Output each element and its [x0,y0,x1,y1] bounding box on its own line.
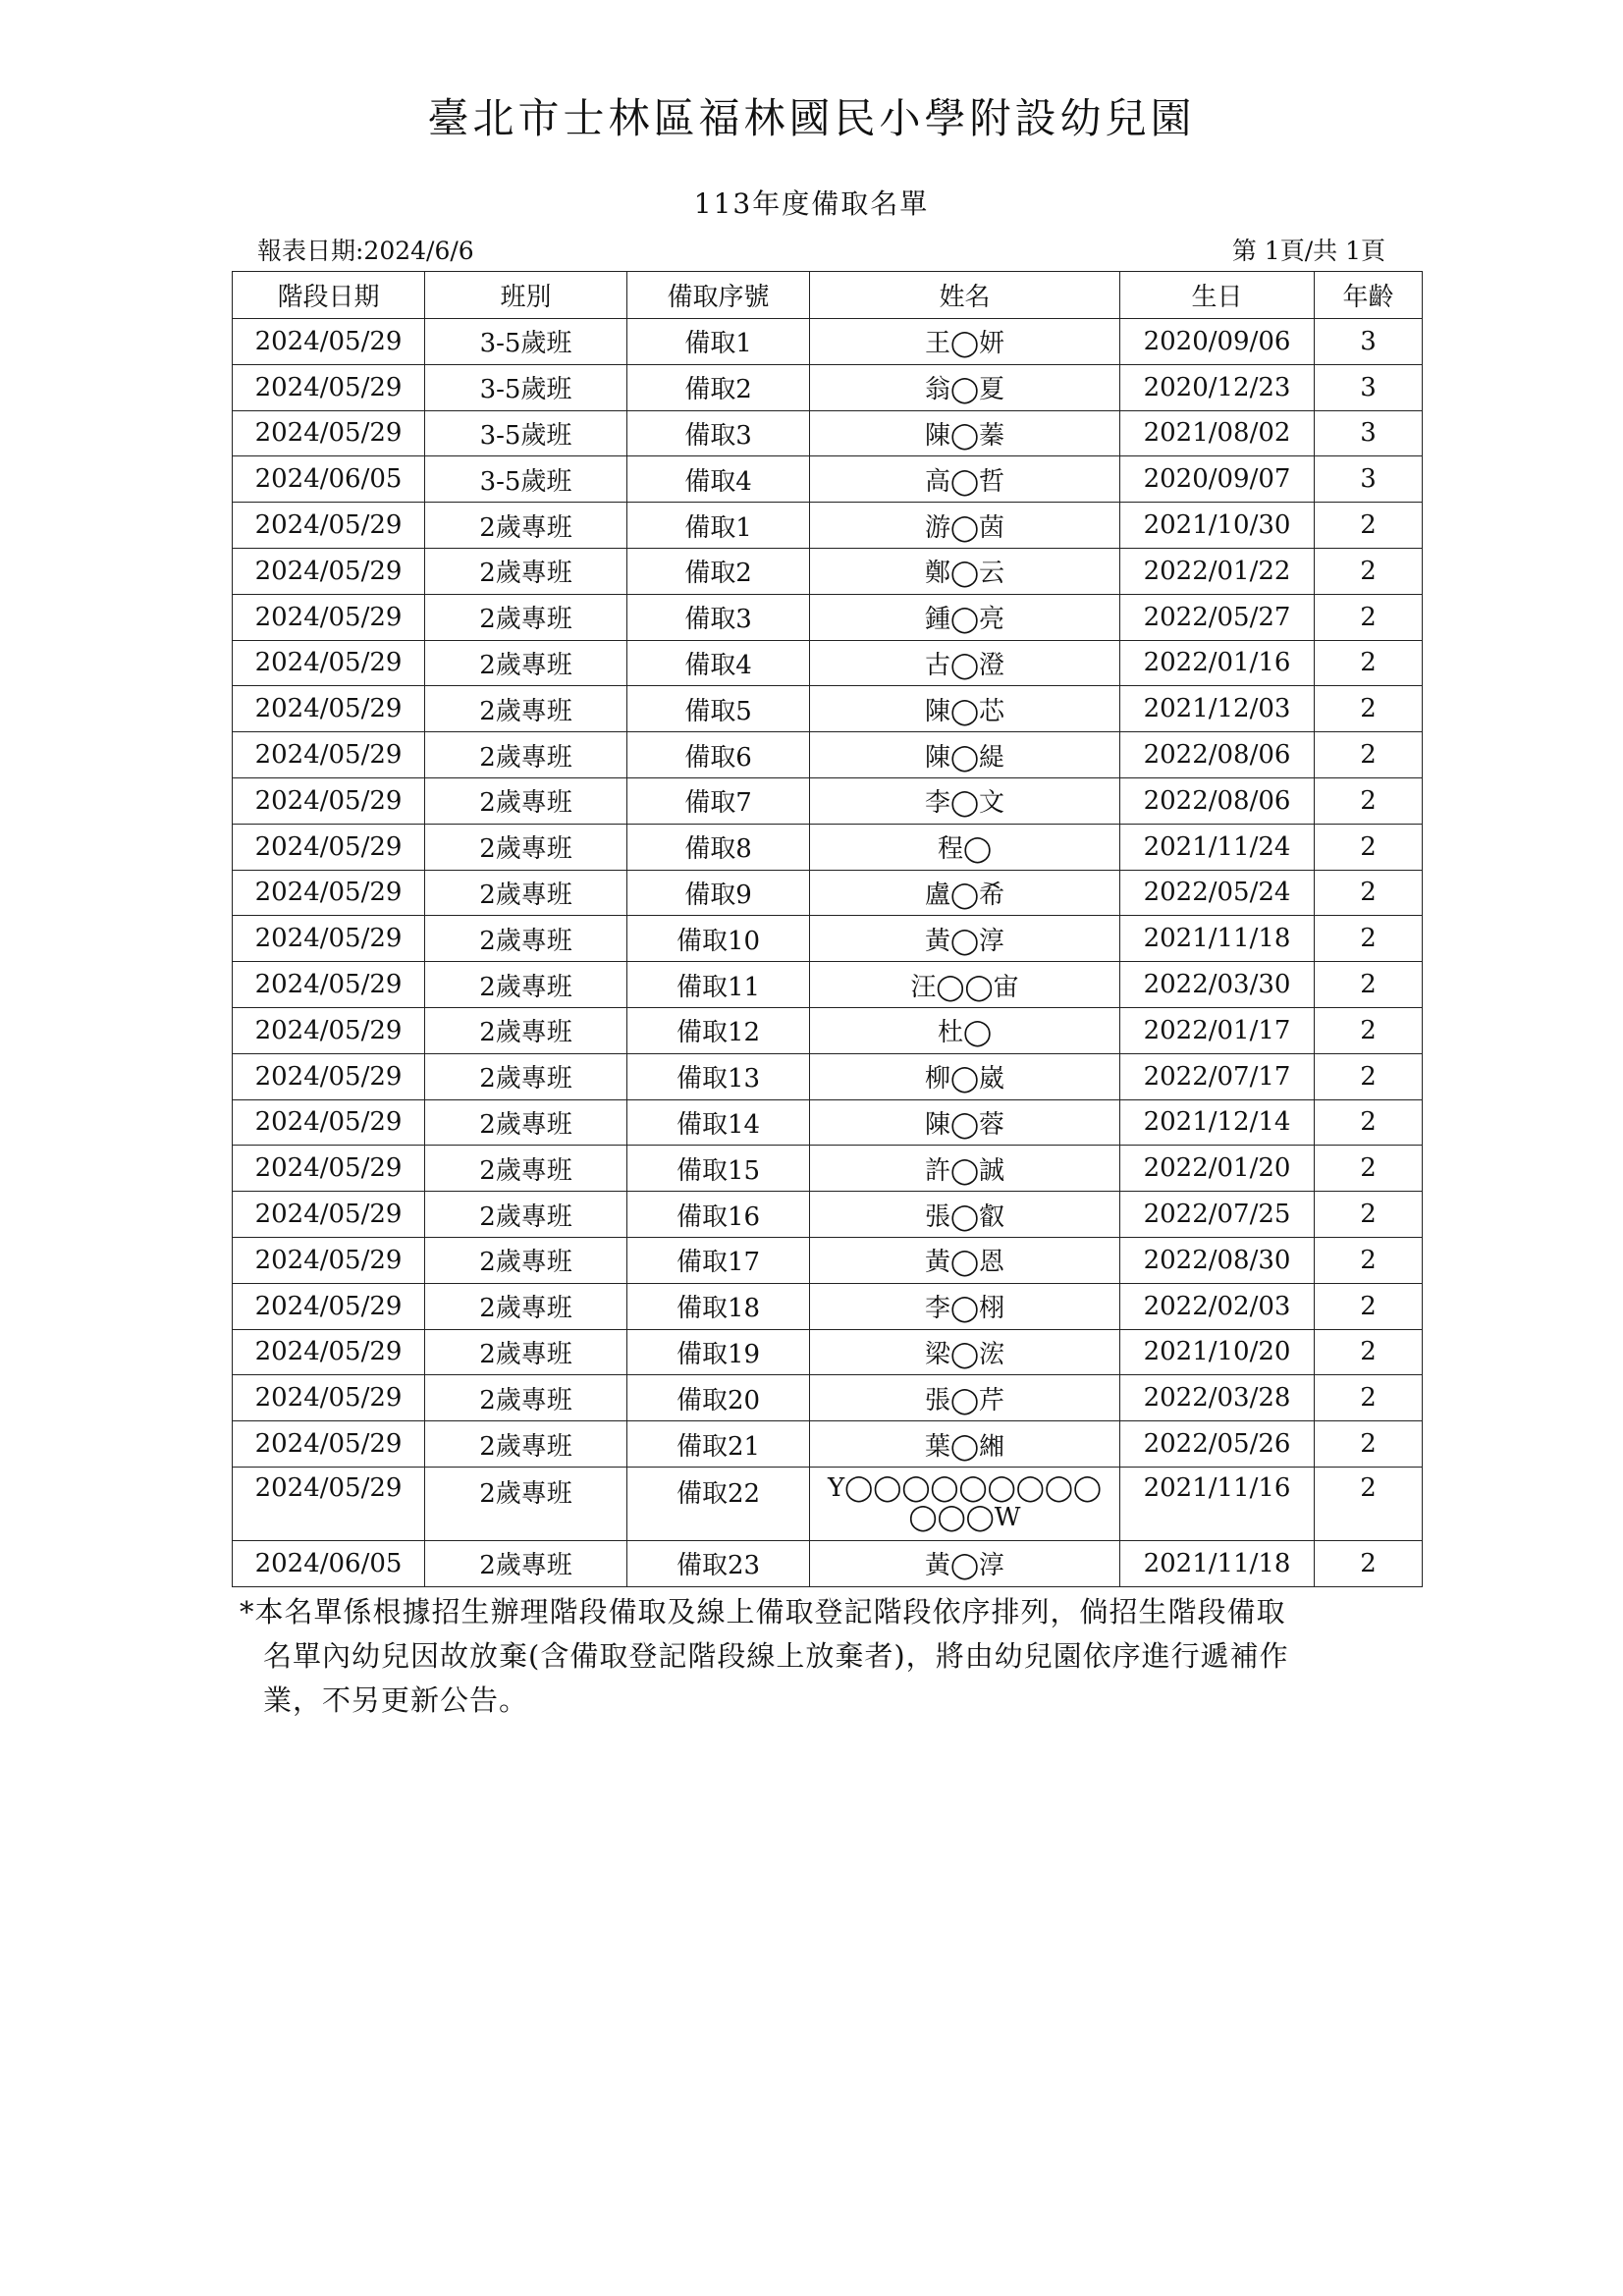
footnote [240,1590,1428,1723]
cell-name: 王◯妍 [810,319,1120,365]
cell-class: 2歲專班 [425,916,627,962]
table-row [233,1237,1423,1283]
table-row [233,640,1423,686]
table-row [233,1007,1423,1053]
cell-class: 2歲專班 [425,1540,627,1586]
cell-name: 翁◯夏 [810,364,1120,410]
table-row [233,732,1423,778]
cell-class: 2歲專班 [425,824,627,870]
cell-stage-date: 2024/05/29 [233,870,425,916]
cell-stage-date: 2024/05/29 [233,1192,425,1238]
cell-birthday: 2022/01/22 [1120,548,1315,594]
cell-stage-date: 2024/05/29 [233,364,425,410]
cell-class: 3-5歲班 [425,410,627,456]
cell-name: 葉◯緗 [810,1421,1120,1468]
cell-waitlist-no: 備取15 [627,1146,810,1192]
cell-waitlist-no: 備取4 [627,640,810,686]
cell-stage-date: 2024/06/05 [233,1540,425,1586]
cell-class: 2歲專班 [425,1099,627,1146]
cell-stage-date: 2024/05/29 [233,777,425,824]
cell-class: 3-5歲班 [425,456,627,503]
cell-birthday: 2022/03/30 [1120,962,1315,1008]
header-birthday: 生日 [1120,272,1315,319]
cell-stage-date: 2024/05/29 [233,1421,425,1468]
cell-stage-date: 2024/05/29 [233,686,425,732]
cell-stage-date: 2024/05/29 [233,548,425,594]
cell-birthday: 2022/03/28 [1120,1375,1315,1421]
table-row [233,1467,1423,1540]
cell-age: 2 [1315,1329,1423,1375]
cell-age: 2 [1315,870,1423,916]
cell-stage-date: 2024/05/29 [233,1146,425,1192]
table-row [233,594,1423,640]
footnote-line: *本名單係根據招生辦理階段備取及線上備取登記階段依序排列，倘招生階段備取 [240,1595,1286,1629]
header-waitlist-no: 備取序號 [627,272,810,319]
cell-age: 2 [1315,1053,1423,1099]
cell-name: 古◯澄 [810,640,1120,686]
cell-class: 2歲專班 [425,870,627,916]
cell-class: 3-5歲班 [425,364,627,410]
cell-waitlist-no: 備取16 [627,1192,810,1238]
cell-birthday: 2022/05/26 [1120,1421,1315,1468]
header-class: 班別 [425,272,627,319]
cell-age: 2 [1315,1146,1423,1192]
cell-class: 2歲專班 [425,1007,627,1053]
cell-waitlist-no: 備取2 [627,548,810,594]
cell-age: 2 [1315,1099,1423,1146]
cell-waitlist-no: 備取3 [627,410,810,456]
cell-waitlist-no: 備取4 [627,456,810,503]
cell-age: 2 [1315,732,1423,778]
cell-waitlist-no: 備取2 [627,364,810,410]
page-title: 臺北市士林區福林國民小學附設幼兒園 [427,94,1196,142]
cell-birthday: 2022/01/17 [1120,1007,1315,1053]
table-row [233,1053,1423,1099]
table-row [233,1146,1423,1192]
cell-age: 2 [1315,686,1423,732]
cell-waitlist-no: 備取20 [627,1375,810,1421]
cell-birthday: 2021/11/24 [1120,824,1315,870]
cell-stage-date: 2024/05/29 [233,1283,425,1329]
cell-name: 張◯叡 [810,1192,1120,1238]
cell-age: 2 [1315,1540,1423,1586]
cell-age: 2 [1315,1283,1423,1329]
footnote-line: 業，不另更新公告。 [263,1683,529,1717]
cell-name: 陳◯蓉 [810,1099,1120,1146]
table-row [233,1283,1423,1329]
cell-class: 2歲專班 [425,1329,627,1375]
cell-waitlist-no: 備取22 [627,1467,810,1540]
cell-class: 2歲專班 [425,594,627,640]
cell-age: 2 [1315,640,1423,686]
cell-name: 游◯茵 [810,503,1120,549]
cell-birthday: 2022/01/20 [1120,1146,1315,1192]
cell-waitlist-no: 備取23 [627,1540,810,1586]
cell-age: 2 [1315,503,1423,549]
table-body [233,319,1423,1587]
cell-class: 2歲專班 [425,1375,627,1421]
cell-stage-date: 2024/05/29 [233,594,425,640]
waitlist-table [232,271,1423,1587]
table-row [233,1421,1423,1468]
cell-name: 柳◯崴 [810,1053,1120,1099]
cell-waitlist-no: 備取6 [627,732,810,778]
cell-birthday: 2022/05/24 [1120,870,1315,916]
cell-waitlist-no: 備取7 [627,777,810,824]
cell-age: 2 [1315,962,1423,1008]
cell-waitlist-no: 備取1 [627,503,810,549]
cell-birthday: 2021/11/18 [1120,916,1315,962]
cell-stage-date: 2024/05/29 [233,1007,425,1053]
table-row [233,1099,1423,1146]
cell-birthday: 2022/05/27 [1120,594,1315,640]
cell-waitlist-no: 備取17 [627,1237,810,1283]
cell-stage-date: 2024/05/29 [233,640,425,686]
cell-name: 陳◯芯 [810,686,1120,732]
cell-age: 2 [1315,777,1423,824]
cell-name: 盧◯希 [810,870,1120,916]
cell-stage-date: 2024/05/29 [233,1053,425,1099]
cell-name: 黃◯淳 [810,916,1120,962]
cell-birthday: 2022/02/03 [1120,1283,1315,1329]
cell-class: 2歲專班 [425,1192,627,1238]
cell-name: Y◯◯◯◯◯◯◯◯◯◯◯◯W [810,1467,1120,1540]
cell-stage-date: 2024/05/29 [233,824,425,870]
cell-age: 3 [1315,319,1423,365]
cell-name: 許◯誠 [810,1146,1120,1192]
cell-birthday: 2022/07/25 [1120,1192,1315,1238]
cell-birthday: 2021/12/14 [1120,1099,1315,1146]
cell-waitlist-no: 備取3 [627,594,810,640]
cell-birthday: 2021/08/02 [1120,410,1315,456]
cell-name: 杜◯ [810,1007,1120,1053]
cell-age: 2 [1315,594,1423,640]
cell-name: 陳◯緹 [810,732,1120,778]
cell-stage-date: 2024/05/29 [233,503,425,549]
cell-class: 3-5歲班 [425,319,627,365]
cell-waitlist-no: 備取14 [627,1099,810,1146]
cell-birthday: 2022/08/06 [1120,777,1315,824]
cell-birthday: 2021/12/03 [1120,686,1315,732]
cell-class: 2歲專班 [425,548,627,594]
cell-waitlist-no: 備取10 [627,916,810,962]
cell-class: 2歲專班 [425,640,627,686]
cell-name: 鍾◯亮 [810,594,1120,640]
cell-birthday: 2021/11/16 [1120,1467,1315,1540]
cell-stage-date: 2024/05/29 [233,319,425,365]
table-header-row [233,272,1423,319]
table-row [233,1192,1423,1238]
cell-age: 3 [1315,410,1423,456]
table-row [233,1375,1423,1421]
cell-birthday: 2020/09/06 [1120,319,1315,365]
cell-age: 2 [1315,548,1423,594]
cell-age: 3 [1315,456,1423,503]
cell-stage-date: 2024/05/29 [233,1099,425,1146]
cell-stage-date: 2024/05/29 [233,916,425,962]
table-row [233,1329,1423,1375]
cell-birthday: 2020/09/07 [1120,456,1315,503]
table-row [233,962,1423,1008]
cell-stage-date: 2024/05/29 [233,1329,425,1375]
cell-stage-date: 2024/05/29 [233,1237,425,1283]
cell-waitlist-no: 備取12 [627,1007,810,1053]
cell-age: 2 [1315,824,1423,870]
cell-age: 2 [1315,1007,1423,1053]
report-date: 報表日期:2024/6/6 [257,237,474,265]
cell-birthday: 2022/08/06 [1120,732,1315,778]
cell-class: 2歲專班 [425,1146,627,1192]
table-row [233,824,1423,870]
table-row [233,548,1423,594]
cell-stage-date: 2024/05/29 [233,732,425,778]
cell-class: 2歲專班 [425,1283,627,1329]
cell-class: 2歲專班 [425,732,627,778]
cell-name: 張◯芹 [810,1375,1120,1421]
cell-class: 2歲專班 [425,686,627,732]
table-row [233,364,1423,410]
cell-age: 2 [1315,916,1423,962]
cell-birthday: 2021/10/20 [1120,1329,1315,1375]
cell-age: 2 [1315,1467,1423,1540]
cell-class: 2歲專班 [425,777,627,824]
cell-class: 2歲專班 [425,1421,627,1468]
cell-waitlist-no: 備取9 [627,870,810,916]
cell-class: 2歲專班 [425,503,627,549]
cell-waitlist-no: 備取19 [627,1329,810,1375]
cell-birthday: 2022/01/16 [1120,640,1315,686]
cell-name: 李◯文 [810,777,1120,824]
cell-class: 2歲專班 [425,1237,627,1283]
cell-waitlist-no: 備取18 [627,1283,810,1329]
cell-birthday: 2021/11/18 [1120,1540,1315,1586]
cell-name: 鄭◯云 [810,548,1120,594]
table-row [233,410,1423,456]
cell-name: 黃◯恩 [810,1237,1120,1283]
cell-class: 2歲專班 [425,1053,627,1099]
cell-age: 2 [1315,1237,1423,1283]
cell-stage-date: 2024/06/05 [233,456,425,503]
cell-birthday: 2021/10/30 [1120,503,1315,549]
cell-class: 2歲專班 [425,962,627,1008]
cell-stage-date: 2024/05/29 [233,962,425,1008]
table-row [233,1540,1423,1586]
cell-class: 2歲專班 [425,1467,627,1540]
table-row [233,319,1423,365]
cell-waitlist-no: 備取5 [627,686,810,732]
table-row [233,777,1423,824]
page-subtitle: 113年度備取名單 [693,187,930,220]
table-row [233,916,1423,962]
page-info: 第 1頁/共 1頁 [1231,237,1385,265]
cell-name: 黃◯淳 [810,1540,1120,1586]
cell-name: 程◯ [810,824,1120,870]
table-row [233,686,1423,732]
cell-birthday: 2022/08/30 [1120,1237,1315,1283]
cell-stage-date: 2024/05/29 [233,410,425,456]
cell-name: 李◯栩 [810,1283,1120,1329]
header-age: 年齡 [1315,272,1423,319]
cell-name: 高◯哲 [810,456,1120,503]
header-stage-date: 階段日期 [233,272,425,319]
cell-birthday: 2022/07/17 [1120,1053,1315,1099]
cell-waitlist-no: 備取1 [627,319,810,365]
cell-birthday: 2020/12/23 [1120,364,1315,410]
cell-waitlist-no: 備取8 [627,824,810,870]
header-name: 姓名 [810,272,1120,319]
table-row [233,456,1423,503]
footnote-line: 名單內幼兒因故放棄(含備取登記階段線上放棄者)，將由幼兒園依序進行遞補作 [263,1639,1289,1673]
cell-name: 陳◯蓁 [810,410,1120,456]
cell-stage-date: 2024/05/29 [233,1375,425,1421]
table-row [233,503,1423,549]
cell-name: 汪◯◯宙 [810,962,1120,1008]
cell-waitlist-no: 備取13 [627,1053,810,1099]
cell-age: 2 [1315,1421,1423,1468]
cell-age: 2 [1315,1192,1423,1238]
cell-waitlist-no: 備取21 [627,1421,810,1468]
cell-waitlist-no: 備取11 [627,962,810,1008]
table-row [233,870,1423,916]
cell-age: 3 [1315,364,1423,410]
cell-age: 2 [1315,1375,1423,1421]
cell-stage-date: 2024/05/29 [233,1467,425,1540]
cell-name: 梁◯浤 [810,1329,1120,1375]
